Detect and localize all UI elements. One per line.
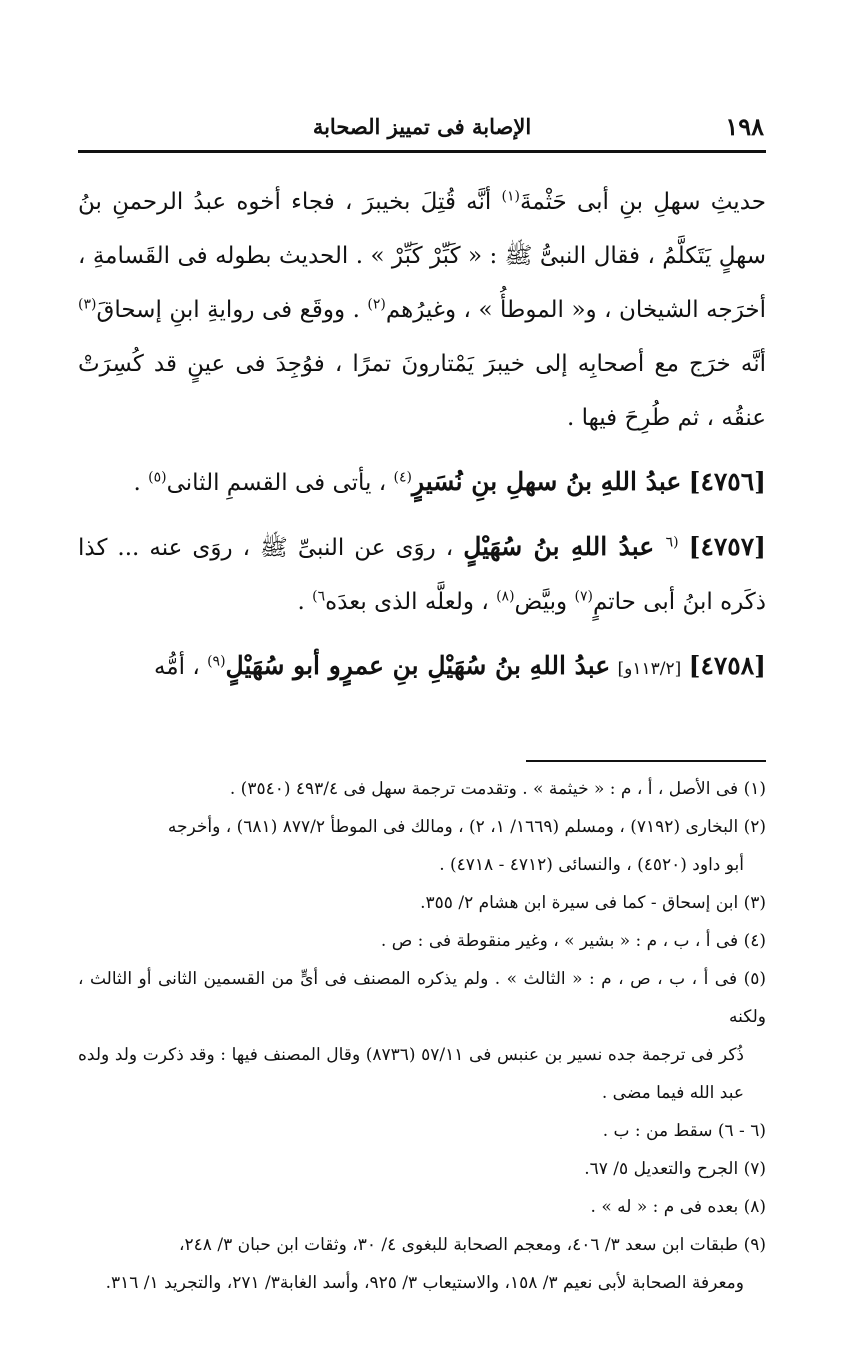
- footnote-ref: (٥): [148, 469, 167, 486]
- footnote-ref: ٦): [312, 588, 326, 605]
- footnote-ref: (١): [501, 188, 520, 205]
- footnote-text: (١) فى الأصل ، أ ، م : « خيثمة » . وتقدمت ترجمة سهل فى ٤٩٣/٤ (٣٥٤٠) .: [229, 779, 766, 799]
- book-page: [78, 104, 766, 1302]
- footnote: [78, 1150, 766, 1188]
- footnote-text: (٤) فى أ ، ب ، م : « بشير » ، وغير منقوطة فى : ص .: [380, 931, 766, 951]
- header-rule: [78, 150, 766, 153]
- footnote: [78, 1226, 766, 1302]
- running-title: الإصابة فى تمييز الصحابة: [312, 114, 532, 139]
- main-text: [78, 175, 766, 696]
- entry-name: عبدُ اللهِ بنُ سهلِ بنِ نُسَيرٍ: [411, 467, 682, 496]
- footnote-text: (٣) ابن إسحاق - كما فى سيرة ابن هشام ٢/ ٣٥٥.: [420, 893, 766, 913]
- footnote-continuation: ومعرفة الصحابة لأبى نعيم ٣/ ١٥٨، والاستيعاب ٣/ ٩٢٥، وأسد الغابة٣/ ٢٧١، والتجريد ١/ ٣١٦.: [105, 1273, 744, 1293]
- footnote: [78, 808, 766, 884]
- footnote-continuation: ذُكر فى ترجمة جده نسير بن عنبس فى ٥٧/١١ (٨٧٣٦) وقال المصنف فيها : وقد ذكرت ولد ولده عبد الله فيما مضى .: [78, 1045, 744, 1103]
- footnote-ref: (٩): [207, 653, 226, 670]
- footnote-text: (٥) فى أ ، ب ، ص ، م : « الثالث » . ولم يذكره المصنف فى أىٍّ من القسمين الثانى أو الثالث ، ولكنه: [78, 969, 766, 1027]
- page-number: ١٩٨: [725, 112, 764, 141]
- entry-name: عبدُ اللهِ بنُ سُهَيْلٍ: [463, 532, 666, 561]
- paragraph-text: أنَّه خرَج مع أصحابِه إلى خيبرَ يَمْتارونَ تمرًا ، فوُجِدَ فى عينٍ قد كُسِرَتْ عنقُه ، ثم طُرِحَ فيها .: [78, 351, 766, 431]
- footnote: [78, 960, 766, 1112]
- footnote-text: (٦ - ٦) سقط من : ب .: [602, 1121, 766, 1141]
- entry-4756: [78, 455, 766, 510]
- paragraph-text: حديثِ سهلِ بنِ أبى حَثْمةَ: [519, 189, 766, 215]
- footnote-ref: (٤): [393, 469, 412, 486]
- entry-text: ، أمُّه: [153, 654, 208, 680]
- opening-paragraph: [78, 175, 766, 445]
- footnote-separator: [526, 760, 766, 762]
- entry-number: [٤٧٥٧]: [688, 532, 767, 561]
- footnote-text: (٧) الجرح والتعديل ٥/ ٦٧.: [584, 1159, 766, 1179]
- entry-text: ، روَى عن النبىِّ ﷺ ، روَى عنه ... كذا ذكَره ابنُ أبى حاتمٍ: [78, 535, 766, 615]
- footnote-text: (٩) طبقات ابن سعد ٣/ ٤٠٦، ومعجم الصحابة للبغوى ٤/ ٣٠، وثقات ابن حبان ٣/ ٢٤٨،: [179, 1235, 766, 1255]
- entry-4757: [78, 520, 766, 629]
- entry-text: وبيَّض: [514, 589, 575, 615]
- entry-number: [٤٧٥٦]: [688, 467, 766, 496]
- footnote: [78, 770, 766, 808]
- entry-text: ، يأتى فى القسمِ الثانى: [166, 470, 394, 496]
- paragraph-text: أنَّه قُتِلَ بخيبرَ ، فجاء أخوه عبدُ الرحمنِ بنُ سهلٍ يَتَكلَّمُ ، فقال النبىُّ ﷺ : « كَبِّرْ كَبِّرْ » . الحديث بطوله فى القَسامةِ ، أخرَجه الشيخان ، و« الموطأُ » ، وغيرُهم: [78, 189, 766, 323]
- footnote-ref: (٣): [78, 296, 97, 313]
- paragraph-text: . ووقَع فى روايةِ ابنِ إسحاقَ: [96, 297, 368, 323]
- folio-marker: [١١٣/٢و]: [617, 659, 682, 679]
- footnote-ref: (٨): [496, 588, 515, 605]
- footnote: [78, 1112, 766, 1150]
- page-header: [78, 104, 766, 146]
- footnote-continuation: أبو داود (٤٥٢٠) ، والنسائى (٤٧١٢ - ٤٧١٨) .: [439, 855, 744, 875]
- footnote-ref: (٧): [574, 588, 593, 605]
- entry-text: ، ولعلَّه الذى بعدَه: [325, 589, 497, 615]
- footnote-ref: (٢): [367, 296, 386, 313]
- footnote: [78, 884, 766, 922]
- footnote: [78, 922, 766, 960]
- entry-text: .: [297, 589, 313, 615]
- entry-number: [٤٧٥٨]: [688, 651, 766, 680]
- entry-name: عبدُ اللهِ بنُ سُهَيْلِ بنِ عمرٍو أبو سُهَيْلٍ: [225, 651, 611, 680]
- footnote-text: (٨) بعده فى م : « له » .: [590, 1197, 766, 1217]
- entry-4758: [78, 639, 766, 696]
- footnotes: [78, 770, 766, 1302]
- footnote: [78, 1188, 766, 1226]
- entry-text: .: [133, 470, 149, 496]
- footnote-ref: (٦: [665, 534, 679, 551]
- footnote-text: (٢) البخارى (٧١٩٢) ، ومسلم (١٦٦٩/ ١، ٢) ، ومالك فى الموطأ ٨٧٧/٢ (٦٨١) ، وأخرجه: [167, 817, 766, 837]
